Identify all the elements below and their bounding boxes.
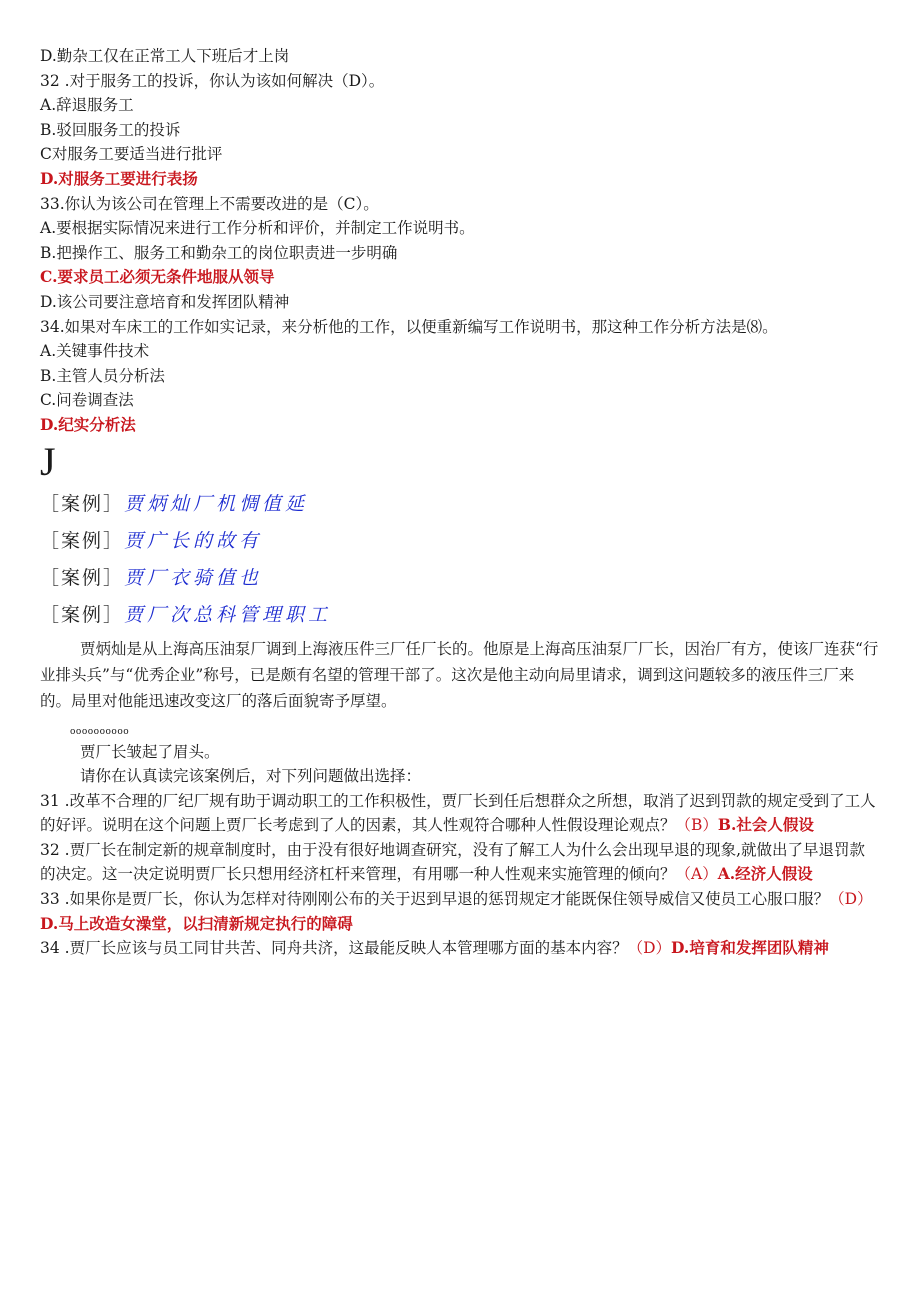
story-paragraph: 贾炳灿是从上海高压油泵厂调到上海液压件三厂任厂长的。他原是上海高压油泵厂厂长，因治厂有方，使该厂连获“行业排头兵”与“优秀企业”称号，已是颇有名望的管理干部了。这次是他主动向局里请求，调到这问题较多的液压件三厂来的。局里对他能迅速改变这厂的落后面貌寄予厚望。: [40, 639, 879, 710]
answer-letter: （D）: [829, 890, 873, 909]
q32-option-c: C对服务工要适当进行批评: [40, 145, 223, 164]
q31-option-d: D.勤杂工仅在正常工人下班后才上岗: [40, 47, 290, 65]
q34-option-d-answer: D.纪实分析法: [40, 414, 136, 434]
answer-choice: B.社会人假设: [717, 815, 814, 835]
answer-choice: A.经济人假设: [717, 864, 813, 884]
case-bracket: ［案例］: [40, 492, 125, 515]
case-heading-1: [40, 486, 880, 523]
q33-option-d: D.该公司要注意培育和发挥团队精神: [40, 292, 290, 311]
story-line: 贾厂长皱起了眉头。: [80, 742, 220, 761]
q32-stem: 32 .对于服务工的投诉，你认为该如何解决（D）。: [40, 71, 385, 90]
case-title: 贾炳灿厂机惆值延: [124, 492, 309, 515]
question-text: 33 .如果你是贾厂长，你认为怎样对待刚刚公布的关于迟到早退的惩罚规定才能既保住领导威信又使员工心服口服？: [40, 890, 830, 909]
case-heading-4: [40, 597, 880, 634]
section-letter: J: [40, 438, 56, 484]
q33-option-a: A.要根据实际情况来进行工作分析和评价，并制定工作说明书。: [40, 219, 475, 238]
case-bracket: ［案例］: [40, 566, 125, 589]
question-text: 31 .改革不合理的厂纪厂规有助于调动职工的工作积极性，贾厂长到任后想群众之所想，取消了迟到罚款的规定受到了工人的好评。说明在这个问题上贾厂长考虑到了人的因素，其人性观符合哪种人性假设理论观点？: [40, 791, 876, 835]
case-heading-3: [40, 560, 880, 597]
case-title: 贾广长的故有: [124, 529, 263, 552]
case-bracket: ［案例］: [40, 603, 125, 626]
q32-option-b: B.驳回服务工的投诉: [40, 120, 181, 139]
q33-stem: 33.你认为该公司在管理上不需要改进的是（C）。: [40, 194, 379, 213]
document-page: [40, 44, 880, 961]
answer-letter: （D）: [627, 939, 672, 958]
question-text: 34 .贾厂长应该与员工同甘共苦、同舟共济，这最能反映人本管理哪方面的基本内容？: [40, 939, 628, 958]
case-question-34: [40, 936, 880, 961]
q33-option-b: B.把操作工、服务工和勤杂工的岗位职责进一步明确: [40, 243, 398, 262]
case-title: 贾厂衣骑值也: [124, 566, 263, 589]
ellipsis-marker: oooooooooo: [70, 726, 130, 737]
case-title: 贾厂次总科管理职工: [124, 603, 332, 626]
answer-choice: D.培育和发挥团队精神: [671, 938, 829, 958]
q34-option-c: C.问卷调查法: [40, 391, 134, 410]
q34-stem: 34.如果对车床工的工作如实记录，来分析他的工作，以便重新编写工作说明书，那这种工作分析方法是⑻。: [40, 317, 778, 336]
q32-option-d-answer: D.对服务工要进行表扬: [40, 168, 198, 188]
instruction-line: 请你在认真读完该案例后，对下列问题做出选择：: [80, 767, 422, 786]
case-heading-2: [40, 523, 880, 560]
answer-choice: D.马上改造女澡堂，以扫清新规定执行的障碍: [40, 913, 353, 933]
q33-option-c-answer: C.要求员工必须无条件地服从领导: [40, 267, 275, 287]
answer-letter: （A）: [675, 865, 718, 884]
question-text: 32 .贾厂长在制定新的规章制度时，由于没有很好地调查研究，没有了解工人为什么会出现早退的现象,就做出了早退罚款的决定。这一决定说明贾厂长只想用经济杠杆来管理，有用哪一种人性观来实施管理的倾向？: [40, 840, 866, 884]
case-question-33: [40, 887, 880, 936]
case-bracket: ［案例］: [40, 529, 125, 552]
case-question-31: [40, 789, 880, 838]
answer-letter: （B）: [675, 816, 718, 835]
q34-option-a: A.关键事件技术: [40, 342, 150, 361]
q34-option-b: B.主管人员分析法: [40, 366, 165, 385]
q32-option-a: A.辞退服务工: [40, 96, 134, 115]
case-question-32: [40, 838, 880, 887]
